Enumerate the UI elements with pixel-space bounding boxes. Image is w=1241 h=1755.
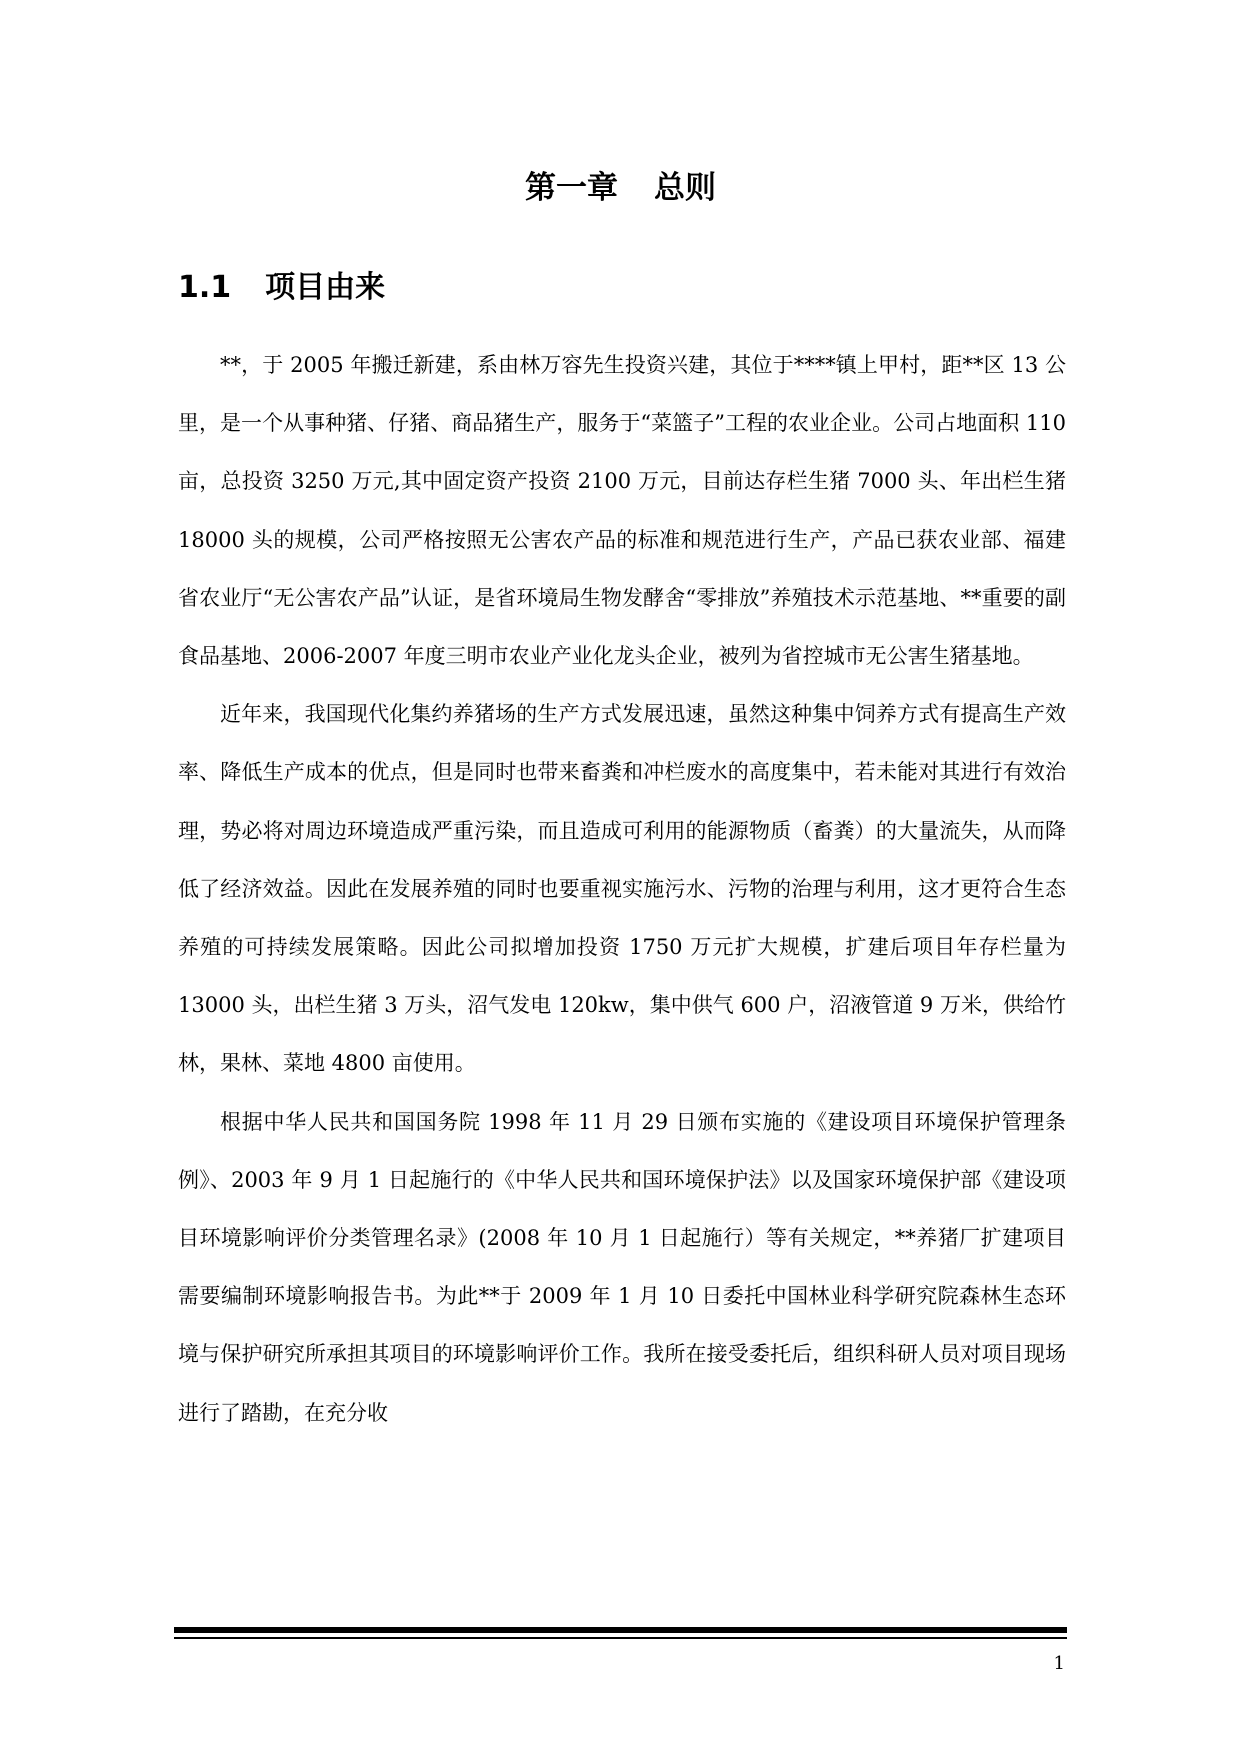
section-number: 1.1 <box>178 270 232 305</box>
footer-rule-thick <box>174 1627 1067 1633</box>
section-heading <box>178 266 385 310</box>
chapter-name: 总则 <box>654 170 716 206</box>
section-title: 项目由来 <box>265 270 386 305</box>
page-number: 1 <box>1053 1653 1065 1674</box>
body-text <box>178 336 1066 1442</box>
paragraph-regulatory-basis: 根据中华人民共和国国务院 1998 年 11 月 29 日颁布实施的《建设项目环境保护管理条例》、2003 年 9 月 1 日起施行的《中华人民共和国环境保护法》以及国家环境保护部《建设项目环境影响评价分类管理名录》(2008 年 10 月 1 日起施行）等有关规定，**养猪厂扩建项目需要编制环境影响报告书。为此**于 2009 年 1 月 10 日委托中国林业科学研究院森林生态环境与保护研究所承担其项目的环境影响评价工作。我所在接受委托后，组织科研人员对项目现场进行了踏勘，在充分收 <box>178 1109 1066 1425</box>
chapter-title <box>0 166 1241 210</box>
footer-rule-thin <box>174 1637 1067 1639</box>
chapter-number: 第一章 <box>525 170 618 206</box>
paragraph-project-background: **，于 2005 年搬迁新建，系由林万容先生投资兴建，其位于****镇上甲村，距**区 13 公里，是一个从事种猪、仔猪、商品猪生产，服务于“菜篮子”工程的农业企业。公司占地面积 110 亩，总投资 3250 万元,其中固定资产投资 2100 万元，目前达存栏生猪 7000 头、年出栏生猪 18000 头的规模，公司严格按照无公害农产品的标准和规范进行生产，产品已获农业部、福建省农业厅“无公害农产品”认证，是省环境局生物发酵舍“零排放”养殖技术示范基地、**重要的副食品基地、2006-2007 年度三明市农业产业化龙头企业，被列为省控城市无公害生猪基地。 <box>178 353 1066 669</box>
paragraph-industry-context: 近年来，我国现代化集约养猪场的生产方式发展迅速，虽然这种集中饲养方式有提高生产效率、降低生产成本的优点，但是同时也带来畜粪和冲栏废水的高度集中，若未能对其进行有效治理，势必将对周边环境造成严重污染，而且造成可利用的能源物质（畜粪）的大量流失，从而降低了经济效益。因此在发展养殖的同时也要重视实施污水、污物的治理与利用，这才更符合生态养殖的可持续发展策略。因此公司拟增加投资 1750 万元扩大规模，扩建后项目年存栏量为 13000 头，出栏生猪 3 万头，沼气发电 120kw，集中供气 600 户，沼液管道 9 万米，供给竹林，果林、菜地 4800 亩使用。 <box>178 702 1066 1076</box>
